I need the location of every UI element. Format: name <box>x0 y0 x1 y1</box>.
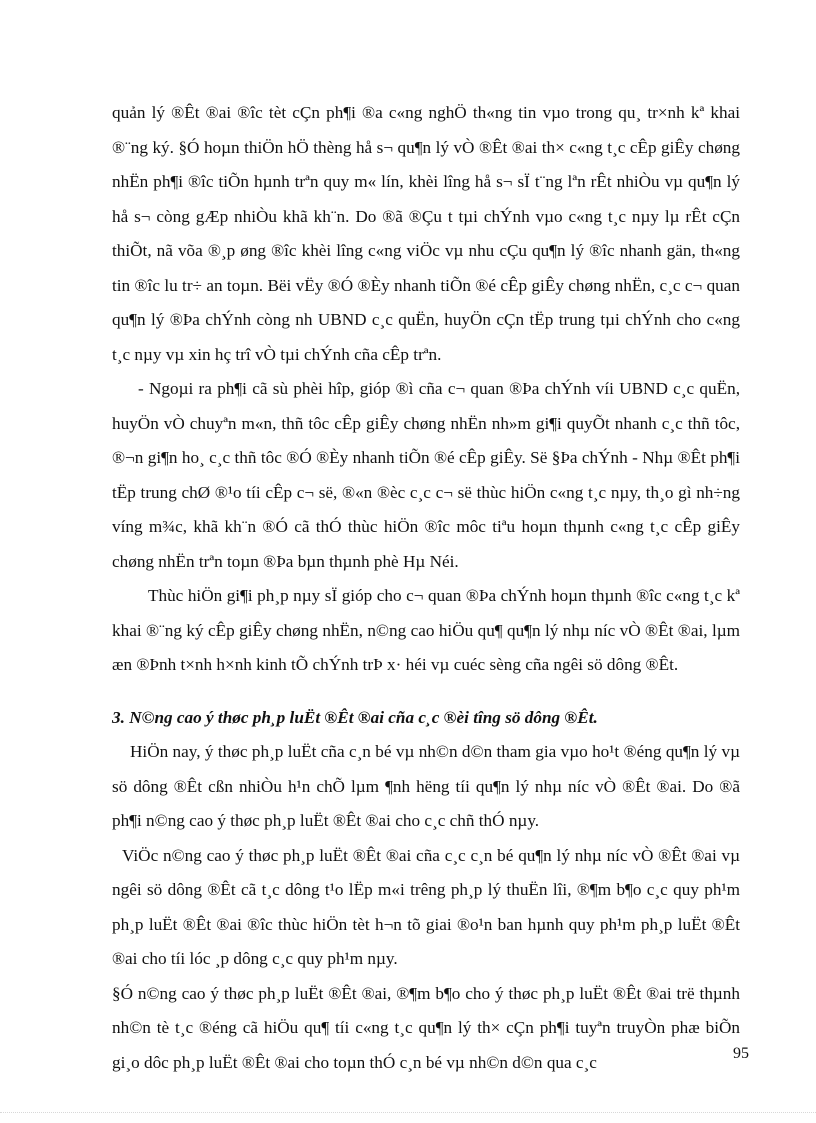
section-heading: 3. N©ng cao ý thøc ph¸p luËt ®Êt ®ai cña c¸c ®èi tîng sö dông ®Êt. <box>112 707 598 727</box>
paragraph-raising-awareness: ViÖc n©ng cao ý thøc ph¸p luËt ®Êt ®ai cña c¸c c¸n bé qu¶n lý nhµ níc vÒ ®Êt ®ai vµ ngêi sö dông ®Êt cã t¸c dông t¹o lËp m«i trêng ph¸p lý thuËn lîi, ®¶m b¶o c¸c quy ph¹m ph¸p luËt ®Êt ®ai ®îc thùc hiÖn tèt h¬n tõ giai ®o¹n ban hµnh quy ph¹m ph¸p luËt ®Êt ®ai cho tíi lóc ¸p dông c¸c quy ph¹m nµy. <box>112 845 740 968</box>
paragraph-solution-effect: Thùc hiÖn gi¶i ph¸p nµy sÏ gióp cho c¬ quan ®Þa chÝnh hoµn thµnh ®îc c«ng t¸c kª khai ®¨ng ký cÊp giÊy chøng nhËn, n©ng cao hiÖu qu¶ qu¶n lý nhµ níc vÒ ®Êt ®ai, lµm æn ®Þnh t×nh h×nh kinh tÕ chÝnh trÞ x· héi vµ cuéc sèng cña ngêi sö dông ®Êt. <box>112 586 740 674</box>
bottom-divider <box>0 1112 816 1113</box>
paragraph-it-investment: quản lý ®Êt ®ai ®îc tèt cÇn ph¶i ®a c«ng nghÖ th«ng tin vµo trong qu¸ tr×nh kª khai ®¨ng ký. §Ó hoµn thiÖn hÖ thèng hå s¬ qu¶n lý vÒ ®Êt ®ai th× c«ng t¸c cÊp giÊy chøng nhËn ph¶i ®îc tiÕn hµnh trªn quy m« lín, khèi lîng hå s¬ sÏ t¨ng lªn rÊt nhiÒu vµ qu¶n lý hå s¬ còng gÆp nhiÒu khã kh¨n. Do ®ã ®Çu t tµi chÝnh vµo c«ng t¸c nµy lµ rÊt cÇn thiÕt, nã võa ®¸p øng ®îc khèi lîng c«ng viÖc vµ nhu cÇu qu¶n lý ®îc nhanh gän, th«ng tin ®îc lu tr÷ an toµn. Bëi vËy ®Ó ®Èy nhanh tiÕn ®é cÊp giÊy chøng nhËn, c¸c c¬ quan qu¶n lý ®Þa chÝnh còng nh UBND c¸c quËn, huyÖn cÇn tËp trung tµi chÝnh cho c«ng t¸c nµy vµ xin hç trî vÒ tµi chÝnh cña cÊp trªn. <box>112 103 740 364</box>
spacer <box>112 683 740 701</box>
paragraph-propaganda: §Ó n©ng cao ý thøc ph¸p luËt ®Êt ®ai, ®¶m b¶o cho ý thøc ph¸p luËt ®Êt ®ai trë thµnh nh©n tè t¸c ®éng cã hiÖu qu¶ tíi c«ng t¸c qu¶n lý th× cÇn ph¶i tuyªn truyÒn phæ biÕn gi¸o dôc ph¸p luËt ®Êt ®ai cho toµn thÓ c¸n bé vµ nh©n d©n qua c¸c <box>112 983 740 1072</box>
paragraph-coordination: - Ngoµi ra ph¶i cã sù phèi hîp, gióp ®ì cña c¬ quan ®Þa chÝnh víi UBND c¸c quËn, huyÖn vÒ chuyªn m«n, thñ tôc cÊp giÊy chøng nhËn nh»m gi¶i quyÕt nhanh c¸c thñ tôc, ®¬n gi¶n ho¸ c¸c thñ tôc ®Ó ®Èy nhanh tiÕn ®é cÊp giÊy. Së §Þa chÝnh - Nhµ ®Êt ph¶i tËp trung chØ ®¹o tíi cÊp c¬ së, ®«n ®èc c¸c c¬ së thùc hiÖn c«ng t¸c nµy, th¸o gì nh÷ng víng m¾c, khã kh¨n ®Ó cã thÓ thùc hiÖn ®îc môc tiªu hoµn thµnh c«ng t¸c cÊp giÊy chøng nhËn trªn toµn ®Þa bµn thµnh phè Hµ Néi. <box>112 379 740 571</box>
paragraph-current-awareness: HiÖn nay, ý thøc ph¸p luËt cña c¸n bé vµ nh©n d©n tham gia vµo ho¹t ®éng qu¶n lý vµ sö dông ®Êt cßn nhiÒu h¹n chÕ lµm ¶nh hëng tíi qu¶n lý nhµ níc vÒ ®Êt ®ai. Do ®ã ph¶i n©ng cao ý thøc ph¸p luËt ®Êt ®ai cho c¸c chñ thÓ nµy. <box>112 742 740 830</box>
page-content <box>112 96 740 1080</box>
page-number: 95 <box>733 1045 749 1062</box>
